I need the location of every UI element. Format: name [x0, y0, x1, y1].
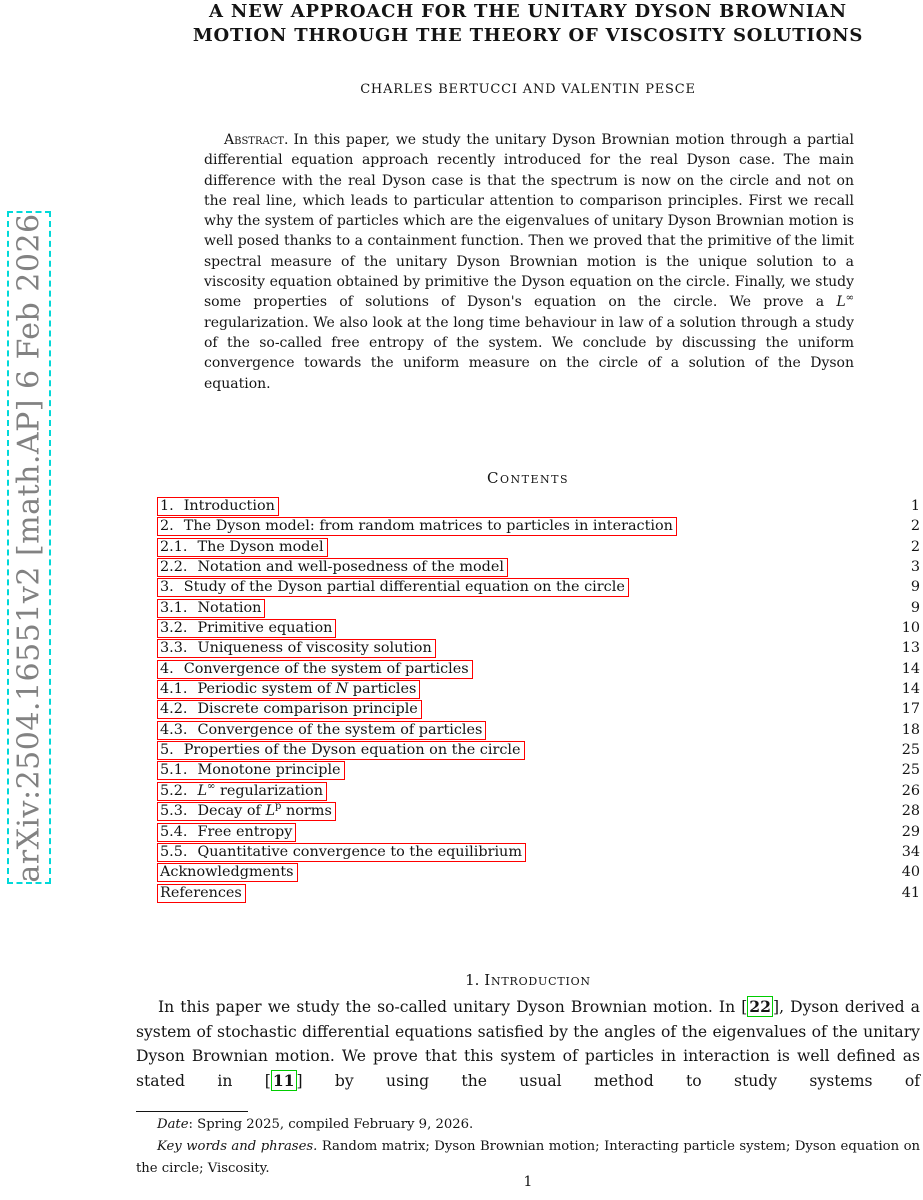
toc-entry	[157, 700, 920, 720]
toc-page-number: 26	[901, 782, 920, 799]
toc-page-number: 41	[901, 884, 920, 901]
toc-entry	[157, 823, 920, 843]
toc-section-number: 2.2.	[160, 559, 188, 576]
section-1-number: 1.	[465, 971, 480, 989]
toc-link[interactable]: 5.2. L∞ regularization	[157, 782, 327, 801]
toc-entry	[157, 761, 920, 781]
toc-entry	[157, 639, 920, 659]
paper-title-line1: A NEW APPROACH FOR THE UNITARY DYSON BROWNIAN	[209, 1, 847, 22]
toc-link[interactable]: 5. Properties of the Dyson equation on the circle	[157, 741, 525, 760]
toc-section-number: 5.2.	[160, 782, 188, 799]
math-superscript: p	[275, 801, 282, 813]
toc-page-number: 17	[901, 701, 920, 718]
footnote-keywords	[136, 1136, 920, 1180]
toc-page-number: 1	[910, 498, 920, 514]
toc-page-number: 2	[910, 518, 920, 535]
toc-entry	[157, 782, 920, 802]
toc-link[interactable]: 2.1. The Dyson model	[157, 538, 328, 557]
toc-link[interactable]: 3.3. Uniqueness of viscosity solution	[157, 639, 436, 658]
toc-entry	[157, 660, 920, 680]
toc-section-number: 2.1.	[160, 538, 188, 555]
toc-section-number: 5.	[160, 742, 174, 759]
toc-entry	[157, 558, 920, 578]
footnote-keywords-text: Random matrix; Dyson Brownian motion; Interacting particle system; Dyson equation on the circle; Viscosity.	[136, 1138, 921, 1176]
citation-link[interactable]: 11	[272, 1070, 295, 1090]
section-1-title: Introduction	[484, 971, 591, 989]
page-number: 1	[523, 1174, 533, 1190]
footnote-keywords-label: Key words and phrases.	[157, 1138, 318, 1154]
toc-page-number: 34	[901, 843, 920, 860]
toc-link[interactable]: 3. Study of the Dyson partial differential equation on the circle	[157, 578, 629, 597]
toc-link[interactable]: 5.5. Quantitative convergence to the equilibrium	[157, 843, 526, 862]
contents-heading: Contents	[487, 469, 569, 487]
paper-title-line2: MOTION THROUGH THE THEORY OF VISCOSITY SOLUTIONS	[192, 24, 864, 46]
intro-paragraph: In this paper we study the so-called unitary Dyson Brownian motion. In [ 22 ], Dyson derived a system of stochastic differential equations satisfied by the angles of the eigenvalues of the unitary Dyson Brownian motion. We prove that this system of particles in interaction is well defined as stated in [ 11 ] by using the usual method to study systems of	[136, 997, 920, 1090]
footnote-rule	[136, 1111, 248, 1112]
toc-section-number: 4.1.	[160, 681, 188, 698]
math-superscript: ∞	[845, 292, 854, 304]
footnote-block	[136, 1114, 920, 1179]
arxiv-id-text: arXiv:2504.16551v2 [math.AP] 6 Feb 2026	[11, 212, 47, 883]
footnote-date	[136, 1114, 920, 1136]
abstract	[204, 130, 854, 394]
toc-entry	[157, 599, 920, 619]
toc-entry	[157, 863, 920, 883]
footnote-date-text: : Spring 2025, compiled February 9, 2026.	[188, 1117, 474, 1132]
toc-section-number: 4.3.	[160, 721, 188, 738]
toc-link[interactable]: 1. Introduction	[157, 497, 279, 516]
math-symbol: N	[335, 681, 349, 698]
toc-link[interactable]: 4. Convergence of the system of particles	[157, 660, 473, 679]
toc-page-number: 3	[910, 559, 920, 576]
toc-page-number: 9	[910, 579, 920, 596]
toc-page-number: 29	[901, 823, 920, 840]
toc-page-number: 25	[901, 742, 920, 759]
math-symbol: L	[836, 294, 846, 311]
toc-entry	[157, 578, 920, 598]
toc-page-number: 25	[901, 762, 920, 779]
toc-page-number: 28	[901, 803, 920, 820]
toc-entry	[157, 680, 920, 700]
paper-authors: CHARLES BERTUCCI AND VALENTIN PESCE	[360, 82, 696, 97]
citation-link[interactable]: 22	[749, 997, 771, 1016]
toc-link[interactable]: References	[157, 884, 246, 903]
toc-section-number: 3.2.	[160, 620, 188, 637]
toc-entry	[157, 517, 920, 537]
toc-section-number: 3.	[160, 579, 174, 596]
math-symbol: L	[265, 803, 275, 820]
toc-section-number: 5.4.	[160, 823, 188, 840]
table-of-contents	[157, 497, 920, 904]
toc-link[interactable]: 5.4. Free entropy	[157, 823, 296, 842]
toc-section-number: 3.3.	[160, 640, 188, 657]
math-superscript: ∞	[207, 781, 216, 793]
toc-page-number: 14	[901, 660, 920, 677]
toc-entry	[157, 619, 920, 639]
toc-link[interactable]: 3.1. Notation	[157, 599, 265, 618]
toc-link[interactable]: 4.2. Discrete comparison principle	[157, 700, 422, 719]
toc-link[interactable]: 4.3. Convergence of the system of particles	[157, 721, 486, 740]
toc-entry	[157, 497, 920, 517]
toc-link[interactable]: 5.1. Monotone principle	[157, 761, 345, 780]
toc-entry	[157, 884, 920, 904]
math-symbol: L	[197, 782, 208, 799]
abstract-text: In this paper, we study the unitary Dyson Brownian motion through a partial differential equation approach recently introduced for the real Dyson case. The main difference with the real Dyson case is that the spectrum is now on the circle and not on the real line, which leads to particular attention to comparison principles. First we recall why the system of particles which are the eigenvalues of unitary Dyson Brownian motion is well posed thanks to a containment function. Then we proved that the primitive of the limit spectral measure of the unitary Dyson Brownian motion is the unique solution to a viscosity equation obtained by primitive the Dyson equation on the circle. Finally, we study some properties of solutions of Dyson's equation on the circle. We prove a L∞ regularization. We also look at the long time behaviour in law of a solution through a study of the so-called free entropy of the system. We conclude by discussing the uniform convergence towards the uniform measure on the circle of a solution of the Dyson equation.	[204, 132, 854, 392]
toc-page-number: 9	[910, 599, 920, 616]
footnote-date-label: Date	[157, 1117, 189, 1132]
abstract-label: Abstract.	[224, 132, 289, 148]
toc-link[interactable]: 5.3. Decay of $L^p$ norms	[157, 802, 336, 821]
toc-section-number: 5.3.	[160, 803, 188, 820]
toc-link[interactable]: Acknowledgments	[157, 863, 298, 882]
toc-page-number: 10	[901, 620, 920, 637]
toc-link[interactable]: 4.1. Periodic system of N particles	[157, 680, 420, 699]
toc-link[interactable]: 2.2. Notation and well-posedness of the model	[157, 558, 508, 577]
toc-page-number: 14	[901, 681, 920, 698]
toc-entry	[157, 538, 920, 558]
toc-page-number: 2	[910, 538, 920, 555]
toc-entry	[157, 843, 920, 863]
toc-section-number: 1.	[160, 498, 174, 514]
toc-section-number: 4.	[160, 660, 174, 677]
toc-page-number: 40	[901, 864, 920, 881]
toc-section-number: 2.	[160, 518, 174, 535]
toc-section-number: 5.5.	[160, 843, 188, 860]
toc-section-number: 5.1.	[160, 762, 188, 779]
toc-link[interactable]: 2. The Dyson model: from random matrices to particles in interaction	[157, 517, 677, 536]
toc-entry	[157, 741, 920, 761]
toc-link[interactable]: 3.2. Primitive equation	[157, 619, 336, 638]
toc-page-number: 13	[901, 640, 920, 657]
section-1-heading	[136, 971, 920, 989]
toc-section-number: 4.2.	[160, 701, 188, 718]
toc-section-number: 3.1.	[160, 599, 188, 616]
arxiv-watermark	[7, 211, 51, 884]
toc-entry	[157, 802, 920, 822]
toc-entry	[157, 721, 920, 741]
paper-title	[136, 0, 920, 47]
toc-page-number: 18	[901, 721, 920, 738]
